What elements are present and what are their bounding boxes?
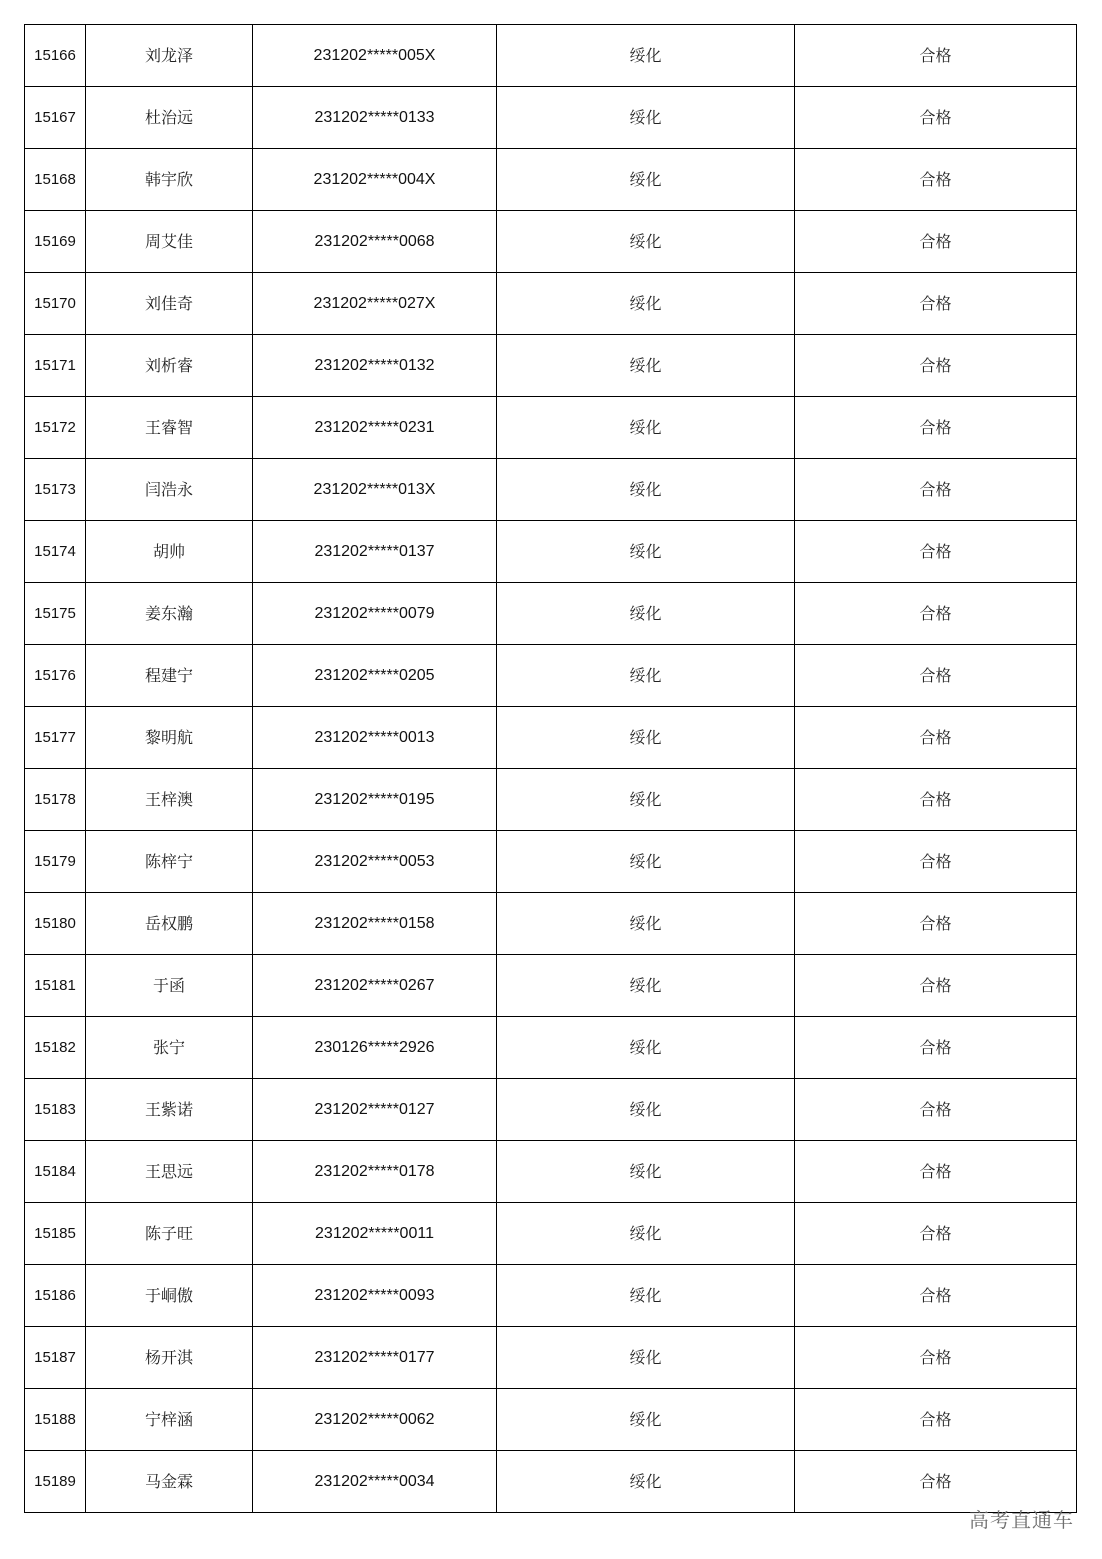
serial-number-cell: 15170 xyxy=(25,273,86,335)
result-cell: 合格 xyxy=(795,1265,1077,1327)
name-cell: 刘析睿 xyxy=(86,335,253,397)
location-cell: 绥化 xyxy=(497,583,795,645)
table-row xyxy=(25,1389,1077,1451)
name-cell: 韩宇欣 xyxy=(86,149,253,211)
location-cell: 绥化 xyxy=(497,769,795,831)
location-cell: 绥化 xyxy=(497,1265,795,1327)
table-row xyxy=(25,893,1077,955)
serial-number-cell: 15174 xyxy=(25,521,86,583)
serial-number-cell: 15169 xyxy=(25,211,86,273)
result-cell: 合格 xyxy=(795,521,1077,583)
result-cell: 合格 xyxy=(795,1203,1077,1265)
serial-number-cell: 15171 xyxy=(25,335,86,397)
id-number-cell: 231202*****013X xyxy=(253,459,497,521)
table-row xyxy=(25,521,1077,583)
name-cell: 刘佳奇 xyxy=(86,273,253,335)
serial-number-cell: 15166 xyxy=(25,25,86,87)
name-cell: 周艾佳 xyxy=(86,211,253,273)
serial-number-cell: 15187 xyxy=(25,1327,86,1389)
id-number-cell: 231202*****0133 xyxy=(253,87,497,149)
table-row xyxy=(25,211,1077,273)
name-cell: 胡帅 xyxy=(86,521,253,583)
result-cell: 合格 xyxy=(795,1017,1077,1079)
id-number-cell: 231202*****0177 xyxy=(253,1327,497,1389)
location-cell: 绥化 xyxy=(497,831,795,893)
result-cell: 合格 xyxy=(795,25,1077,87)
result-cell: 合格 xyxy=(795,893,1077,955)
serial-number-cell: 15168 xyxy=(25,149,86,211)
location-cell: 绥化 xyxy=(497,1017,795,1079)
name-cell: 岳权鹏 xyxy=(86,893,253,955)
id-number-cell: 231202*****0062 xyxy=(253,1389,497,1451)
name-cell: 王紫诺 xyxy=(86,1079,253,1141)
table-row xyxy=(25,1327,1077,1389)
table-row xyxy=(25,583,1077,645)
location-cell: 绥化 xyxy=(497,335,795,397)
result-cell: 合格 xyxy=(795,1141,1077,1203)
name-cell: 张宁 xyxy=(86,1017,253,1079)
serial-number-cell: 15185 xyxy=(25,1203,86,1265)
id-number-cell: 231202*****027X xyxy=(253,273,497,335)
serial-number-cell: 15182 xyxy=(25,1017,86,1079)
result-cell: 合格 xyxy=(795,769,1077,831)
id-number-cell: 231202*****0195 xyxy=(253,769,497,831)
table-row xyxy=(25,645,1077,707)
name-cell: 于函 xyxy=(86,955,253,1017)
name-cell: 王梓澳 xyxy=(86,769,253,831)
table-row xyxy=(25,1017,1077,1079)
name-cell: 程建宁 xyxy=(86,645,253,707)
location-cell: 绥化 xyxy=(497,25,795,87)
result-cell: 合格 xyxy=(795,335,1077,397)
table-row xyxy=(25,955,1077,1017)
result-cell: 合格 xyxy=(795,707,1077,769)
id-number-cell: 231202*****0132 xyxy=(253,335,497,397)
table-row xyxy=(25,1141,1077,1203)
table-row xyxy=(25,335,1077,397)
table-row xyxy=(25,87,1077,149)
table-row xyxy=(25,831,1077,893)
name-cell: 杨开淇 xyxy=(86,1327,253,1389)
id-number-cell: 231202*****0093 xyxy=(253,1265,497,1327)
id-number-cell: 231202*****0013 xyxy=(253,707,497,769)
serial-number-cell: 15184 xyxy=(25,1141,86,1203)
id-number-cell: 231202*****0231 xyxy=(253,397,497,459)
result-cell: 合格 xyxy=(795,1389,1077,1451)
table-row xyxy=(25,769,1077,831)
result-cell: 合格 xyxy=(795,583,1077,645)
id-number-cell: 231202*****0158 xyxy=(253,893,497,955)
name-cell: 黎明航 xyxy=(86,707,253,769)
result-cell: 合格 xyxy=(795,397,1077,459)
serial-number-cell: 15181 xyxy=(25,955,86,1017)
table-row xyxy=(25,459,1077,521)
location-cell: 绥化 xyxy=(497,273,795,335)
id-number-cell: 230126*****2926 xyxy=(253,1017,497,1079)
serial-number-cell: 15189 xyxy=(25,1451,86,1513)
result-cell: 合格 xyxy=(795,955,1077,1017)
results-table xyxy=(24,24,1077,1513)
serial-number-cell: 15175 xyxy=(25,583,86,645)
location-cell: 绥化 xyxy=(497,1203,795,1265)
id-number-cell: 231202*****0267 xyxy=(253,955,497,1017)
serial-number-cell: 15177 xyxy=(25,707,86,769)
serial-number-cell: 15172 xyxy=(25,397,86,459)
table-row xyxy=(25,149,1077,211)
name-cell: 马金霖 xyxy=(86,1451,253,1513)
result-cell: 合格 xyxy=(795,645,1077,707)
id-number-cell: 231202*****0068 xyxy=(253,211,497,273)
id-number-cell: 231202*****0034 xyxy=(253,1451,497,1513)
serial-number-cell: 15186 xyxy=(25,1265,86,1327)
location-cell: 绥化 xyxy=(497,1327,795,1389)
serial-number-cell: 15173 xyxy=(25,459,86,521)
result-cell: 合格 xyxy=(795,831,1077,893)
result-cell: 合格 xyxy=(795,1327,1077,1389)
name-cell: 王思远 xyxy=(86,1141,253,1203)
id-number-cell: 231202*****0127 xyxy=(253,1079,497,1141)
results-table-body xyxy=(25,25,1077,1513)
name-cell: 宁梓涵 xyxy=(86,1389,253,1451)
table-row xyxy=(25,273,1077,335)
serial-number-cell: 15179 xyxy=(25,831,86,893)
watermark: 高考直通车 xyxy=(969,1508,1074,1532)
id-number-cell: 231202*****004X xyxy=(253,149,497,211)
location-cell: 绥化 xyxy=(497,893,795,955)
location-cell: 绥化 xyxy=(497,211,795,273)
serial-number-cell: 15183 xyxy=(25,1079,86,1141)
id-number-cell: 231202*****0053 xyxy=(253,831,497,893)
table-row xyxy=(25,1079,1077,1141)
name-cell: 刘龙泽 xyxy=(86,25,253,87)
table-row xyxy=(25,1451,1077,1513)
result-cell: 合格 xyxy=(795,87,1077,149)
serial-number-cell: 15188 xyxy=(25,1389,86,1451)
name-cell: 王睿智 xyxy=(86,397,253,459)
result-cell: 合格 xyxy=(795,211,1077,273)
serial-number-cell: 15178 xyxy=(25,769,86,831)
location-cell: 绥化 xyxy=(497,1451,795,1513)
location-cell: 绥化 xyxy=(497,707,795,769)
result-cell: 合格 xyxy=(795,459,1077,521)
name-cell: 杜治远 xyxy=(86,87,253,149)
table-row xyxy=(25,1265,1077,1327)
id-number-cell: 231202*****005X xyxy=(253,25,497,87)
table-row xyxy=(25,25,1077,87)
result-cell: 合格 xyxy=(795,1079,1077,1141)
result-cell: 合格 xyxy=(795,149,1077,211)
location-cell: 绥化 xyxy=(497,955,795,1017)
location-cell: 绥化 xyxy=(497,459,795,521)
location-cell: 绥化 xyxy=(497,521,795,583)
result-cell: 合格 xyxy=(795,273,1077,335)
table-row xyxy=(25,397,1077,459)
location-cell: 绥化 xyxy=(497,397,795,459)
location-cell: 绥化 xyxy=(497,87,795,149)
name-cell: 于峒傲 xyxy=(86,1265,253,1327)
location-cell: 绥化 xyxy=(497,1389,795,1451)
id-number-cell: 231202*****0205 xyxy=(253,645,497,707)
location-cell: 绥化 xyxy=(497,149,795,211)
table-row xyxy=(25,707,1077,769)
name-cell: 陈梓宁 xyxy=(86,831,253,893)
id-number-cell: 231202*****0137 xyxy=(253,521,497,583)
name-cell: 姜东瀚 xyxy=(86,583,253,645)
serial-number-cell: 15167 xyxy=(25,87,86,149)
id-number-cell: 231202*****0079 xyxy=(253,583,497,645)
serial-number-cell: 15180 xyxy=(25,893,86,955)
name-cell: 陈子旺 xyxy=(86,1203,253,1265)
name-cell: 闫浩永 xyxy=(86,459,253,521)
location-cell: 绥化 xyxy=(497,645,795,707)
id-number-cell: 231202*****0011 xyxy=(253,1203,497,1265)
location-cell: 绥化 xyxy=(497,1079,795,1141)
result-cell: 合格 xyxy=(795,1451,1077,1513)
table-row xyxy=(25,1203,1077,1265)
serial-number-cell: 15176 xyxy=(25,645,86,707)
location-cell: 绥化 xyxy=(497,1141,795,1203)
id-number-cell: 231202*****0178 xyxy=(253,1141,497,1203)
